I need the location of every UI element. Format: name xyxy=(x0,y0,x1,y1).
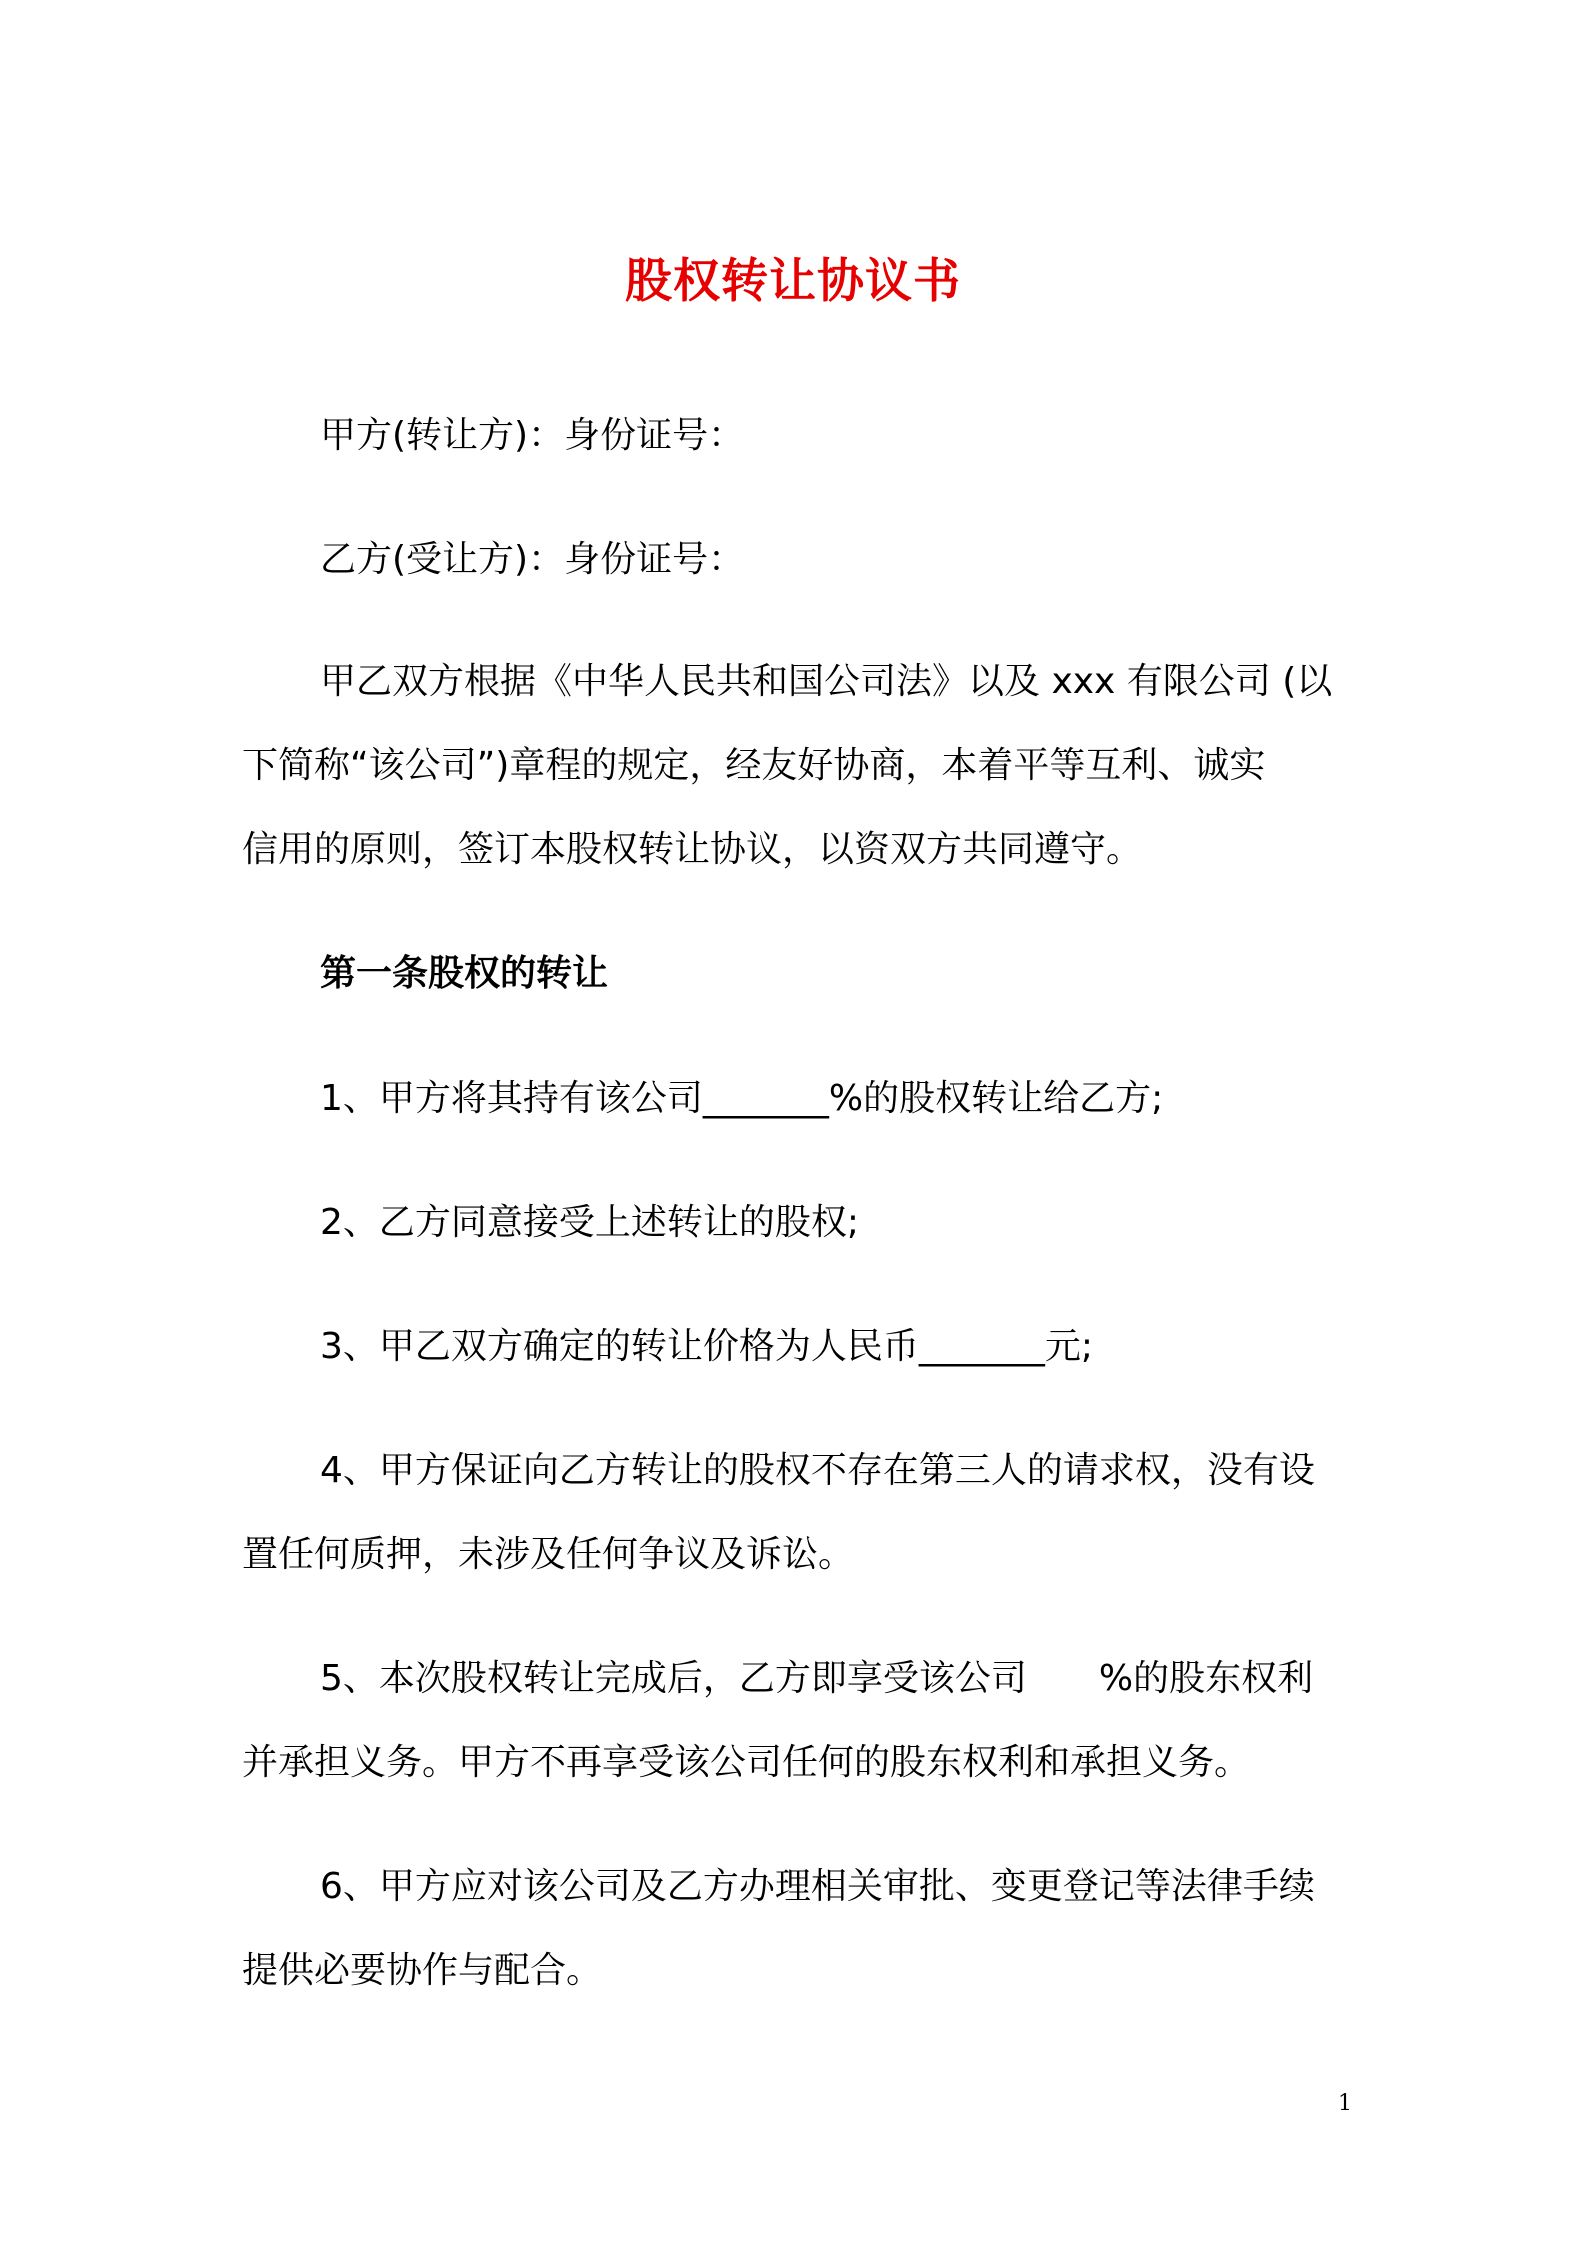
clause-4-line-1: 4、甲方保证向乙方转让的股权不存在第三人的请求权，没有设 xyxy=(320,1450,1315,1491)
document-title: 股权转让协议书 xyxy=(625,254,961,309)
article-1-heading: 第一条股权的转让 xyxy=(320,953,609,994)
clause-4-line-2: 置任何质押，未涉及任何争议及诉讼。 xyxy=(242,1534,855,1575)
page-number: 1 xyxy=(1338,2091,1352,2116)
clause-5-line-2: 并承担义务。甲方不再享受该公司任何的股东权利和承担义务。 xyxy=(242,1742,1251,1783)
clause-6-line-1: 6、甲方应对该公司及乙方办理相关审批、变更登记等法律手续 xyxy=(320,1866,1315,1907)
party-a-line: 甲方(转让方)：身份证号： xyxy=(320,415,745,456)
preamble-line-3: 信用的原则，签订本股权转让协议，以资双方共同遵守。 xyxy=(242,829,1143,870)
clause-1: 1、甲方将其持有该公司_______%的股权转让给乙方; xyxy=(320,1078,1164,1119)
clause-5-line-1: 5、本次股权转让完成后，乙方即享受该公司 %的股东权利 xyxy=(320,1658,1314,1699)
clause-2: 2、乙方同意接受上述转让的股权; xyxy=(320,1202,860,1243)
preamble-line-2: 下简称“该公司”)章程的规定，经友好协商，本着平等互利、诚实 xyxy=(242,745,1266,786)
clause-3: 3、甲乙双方确定的转让价格为人民币_______元; xyxy=(320,1326,1094,1367)
party-b-line: 乙方(受让方)：身份证号： xyxy=(320,539,745,580)
preamble-line-1: 甲乙双方根据《中华人民共和国公司法》以及 xxx 有限公司 (以 xyxy=(320,661,1333,702)
clause-6-line-2: 提供必要协作与配合。 xyxy=(242,1950,603,1991)
